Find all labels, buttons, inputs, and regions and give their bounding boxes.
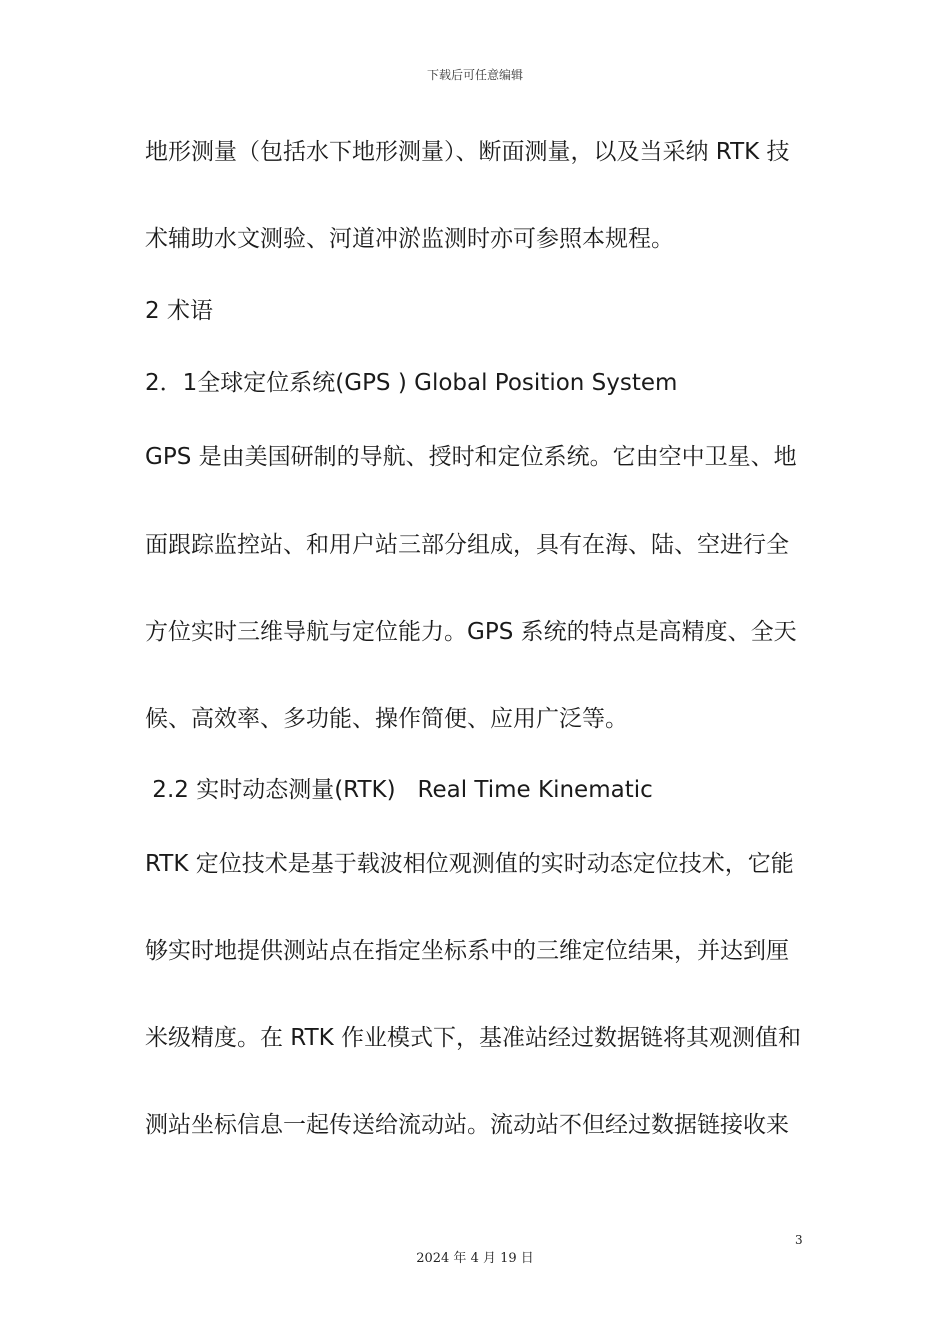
body-line: 测站坐标信息一起传送给流动站。流动站不但经过数据链接收来 — [145, 1112, 789, 1138]
body-line: 候、高效率、多功能、操作简便、应用广泛等。 — [145, 706, 628, 732]
subsection-heading: 2.2 实时动态测量(RTK) Real Time Kinematic — [145, 777, 653, 803]
subsection-heading: 2．1全球定位系统(GPS ) Global Position System — [145, 370, 678, 396]
body-line: 米级精度。在 RTK 作业模式下，基准站经过数据链将其观测值和 — [145, 1025, 802, 1051]
section-heading: 2 术语 — [145, 298, 213, 324]
body-line: RTK 定位技术是基于载波相位观测值的实时动态定位技术，它能 — [145, 851, 794, 877]
body-line: 方位实时三维导航与定位能力。GPS 系统的特点是高精度、全天 — [145, 619, 797, 645]
page-number: 3 — [795, 1233, 803, 1247]
body-line: 够实时地提供测站点在指定坐标系中的三维定位结果，并达到厘 — [145, 938, 789, 964]
page-footer-date: 2024 年 4 月 19 日 — [416, 1251, 534, 1266]
body-line: GPS 是由美国研制的导航、授时和定位系统。它由空中卫星、地 — [145, 444, 797, 470]
page-header: 下载后可任意编辑 — [426, 68, 523, 82]
body-line: 地形测量（包括水下地形测量）、断面测量，以及当采纳 RTK 技 — [145, 139, 790, 165]
body-line: 面跟踪监控站、和用户站三部分组成，具有在海、陆、空进行全 — [145, 532, 789, 558]
body-line: 术辅助水文测验、河道冲淤监测时亦可参照本规程。 — [145, 226, 674, 252]
